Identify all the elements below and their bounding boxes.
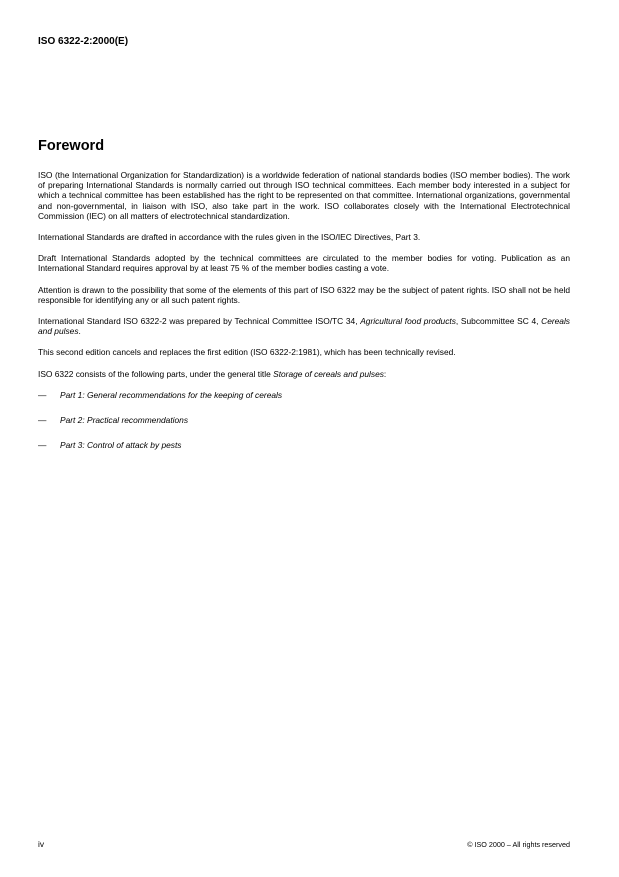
part-title: Part 2: Practical recommendations xyxy=(60,415,189,426)
paragraph-iso-description: ISO (the International Organization for Standardization) is a worldwide federation of national standards bodies (ISO member bodies). The work of preparing International Standards is normally carried out through ISO technical committees. Each member body interested in a subject for which a technical committee has been established has the right to be represented on that committee. International organizations, governmental and non-governmental, in liaison with ISO, also take part in the work. ISO collaborates closely with the International Electrotechnical Commission (IEC) on all matters of electrotechnical standardization. xyxy=(38,170,570,221)
document-identifier: ISO 6322-2:2000(E) xyxy=(38,36,129,47)
committee-title: Agricultural food products xyxy=(360,316,456,327)
list-dash: — xyxy=(38,415,47,426)
page-number: iv xyxy=(38,839,45,849)
general-title: Storage of cereals and pulses xyxy=(273,368,384,379)
foreword-heading: Foreword xyxy=(38,138,105,154)
prepared-by-text: International Standard ISO 6322-2 was prepared by Technical Committee ISO/TC 34, xyxy=(38,316,361,327)
paragraph-prepared-by xyxy=(38,316,570,336)
subcommittee-title: Cereals and pulses xyxy=(38,316,570,337)
paragraph-patent-rights: Attention is drawn to the possibility that some of the elements of this part of ISO 6322 may be the subject of patent rights. ISO shall not be held responsible for identifying any or all such patent rights. xyxy=(38,284,570,305)
list-item-part-3 xyxy=(38,440,570,450)
copyright-notice: © ISO 2000 – All rights reserved xyxy=(467,840,570,849)
part-title: Part 3: Control of attack by pests xyxy=(60,440,182,451)
list-dash: — xyxy=(38,389,47,400)
foreword-body xyxy=(38,170,570,465)
parts-intro-end: : xyxy=(383,368,387,379)
list-item-part-2 xyxy=(38,415,570,425)
paragraph-edition: This second edition cancels and replaces the first edition (ISO 6322-2:1981), which has been technically revised. xyxy=(38,347,456,358)
parts-intro-text: ISO 6322 consists of the following parts, under the general title xyxy=(38,368,274,379)
paragraph-voting: Draft International Standards adopted by the technical committees are circulated to the member bodies for voting. Publication as an International Standard requires approval by at least 75 % of the member bodies casting a vote. xyxy=(38,253,570,274)
list-dash: — xyxy=(38,440,47,451)
paragraph-drafting-rules: International Standards are drafted in accordance with the rules given in the ISO/IEC Directives, Part 3. xyxy=(38,232,421,243)
prepared-by-mid: , Subcommittee SC 4, xyxy=(455,316,542,327)
prepared-by-end: . xyxy=(78,326,81,337)
part-title: Part 1: General recommendations for the keeping of cereals xyxy=(60,389,283,400)
list-item-part-1 xyxy=(38,390,570,400)
paragraph-parts-intro xyxy=(38,369,570,379)
